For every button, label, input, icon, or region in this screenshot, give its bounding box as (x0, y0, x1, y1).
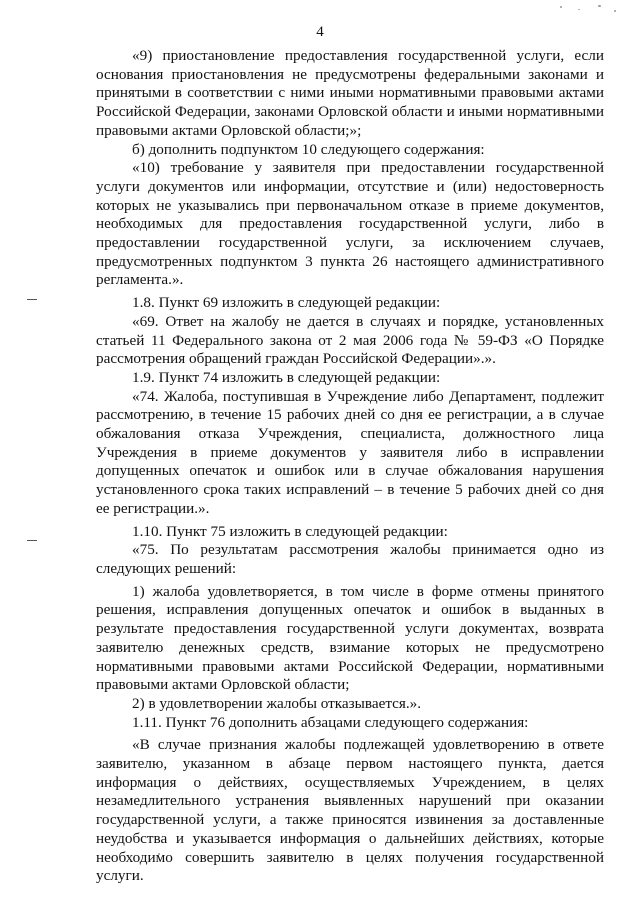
page-number: 4 (316, 24, 324, 40)
scan-speck (614, 10, 616, 12)
margin-mark (27, 540, 37, 541)
paragraph: 1.11. Пункт 76 дополнить абзацами следующего содержания: (132, 713, 529, 731)
scan-speck (598, 5, 601, 7)
paragraph: «74. Жалоба, поступившая в Учреждение либо Департамент, подлежит рассмотрению, в течение 15 рабочих дней со дня ее регистрации, а в случае обжалования отказа Учреждения, специалиста, должностного лица Учреждения в приеме документов у заявителя либо в исправлении допущенных опечаток и ошибок или в случае обжалования нарушения установленного срока таких исправлений – в течение 5 рабочих дней со дня ее регистрации.». (96, 387, 604, 517)
scan-speck (560, 6, 562, 8)
paragraph: «10) требование у заявителя при предоставлении государственной услуги документов или информации, отсутствие и (или) недостоверность которых не указывались при первоначальном отказе в приеме документов, необходимых для предоставления государственной услуги, либо в предоставлении государственной услуги, за исключением случаев, предусмотренных подпунктом 3 пункта 26 настоящего административного регламента.». (96, 159, 604, 289)
paragraph: 1.8. Пункт 69 изложить в следующей редакции: (132, 294, 441, 312)
paragraph: «69. Ответ на жалобу не дается в случаях и порядке, установленных статьей 11 Федерального закона от 2 мая 2006 года № 59-ФЗ «О Порядке рассмотрения обращений граждан Российской Федерации».». (96, 312, 604, 368)
document-body (96, 47, 604, 886)
paragraph: 2) в удовлетворении жалобы отказывается.». (132, 694, 422, 712)
paragraph: «9) приостановление предоставления государственной услуги, если основания приостановления не предусмотрены федеральными законами и принятыми в соответствии с ними иными нормативными правовыми актами Российской Федерации, законами Орловской области и иными нормативными правовыми актами Орловской области;»; (96, 47, 604, 139)
paragraph: «75. По результатам рассмотрения жалобы принимается одно из следующих решений: (96, 541, 604, 577)
paragraph: 1.10. Пункт 75 изложить в следующей редакции: (132, 522, 448, 540)
paragraph: б) дополнить подпунктом 10 следующего содержания: (132, 140, 485, 158)
paragraph: 1) жалоба удовлетворяется, в том числе в форме отмены принятого решения, исправления допущенных опечаток и ошибок в выданных в результате предоставления государственной услуги документах, возврата заявителю денежных средств, взимание которых не предусмотрено нормативными правовыми актами Российской Федерации, нормативными правовыми актами Орловской области; (96, 582, 604, 694)
margin-mark (27, 299, 37, 300)
paragraph: «В случае признания жалобы подлежащей удовлетворению в ответе заявителю, указанном в абзаце первом настоящего пункта, дается информация о действиях, осуществляемых Учреждением, в целях незамедлительного устранения выявленных нарушений при оказании государственной услуги, а также приносятся извинения за доставленные неудобства и указывается информация о дальнейших действиях, которые необходимо совершить заявителю в целях получения государственной услуги. (96, 736, 604, 885)
scan-speck (578, 9, 580, 10)
paragraph: 1.9. Пункт 74 изложить в следующей редакции: (132, 368, 441, 386)
